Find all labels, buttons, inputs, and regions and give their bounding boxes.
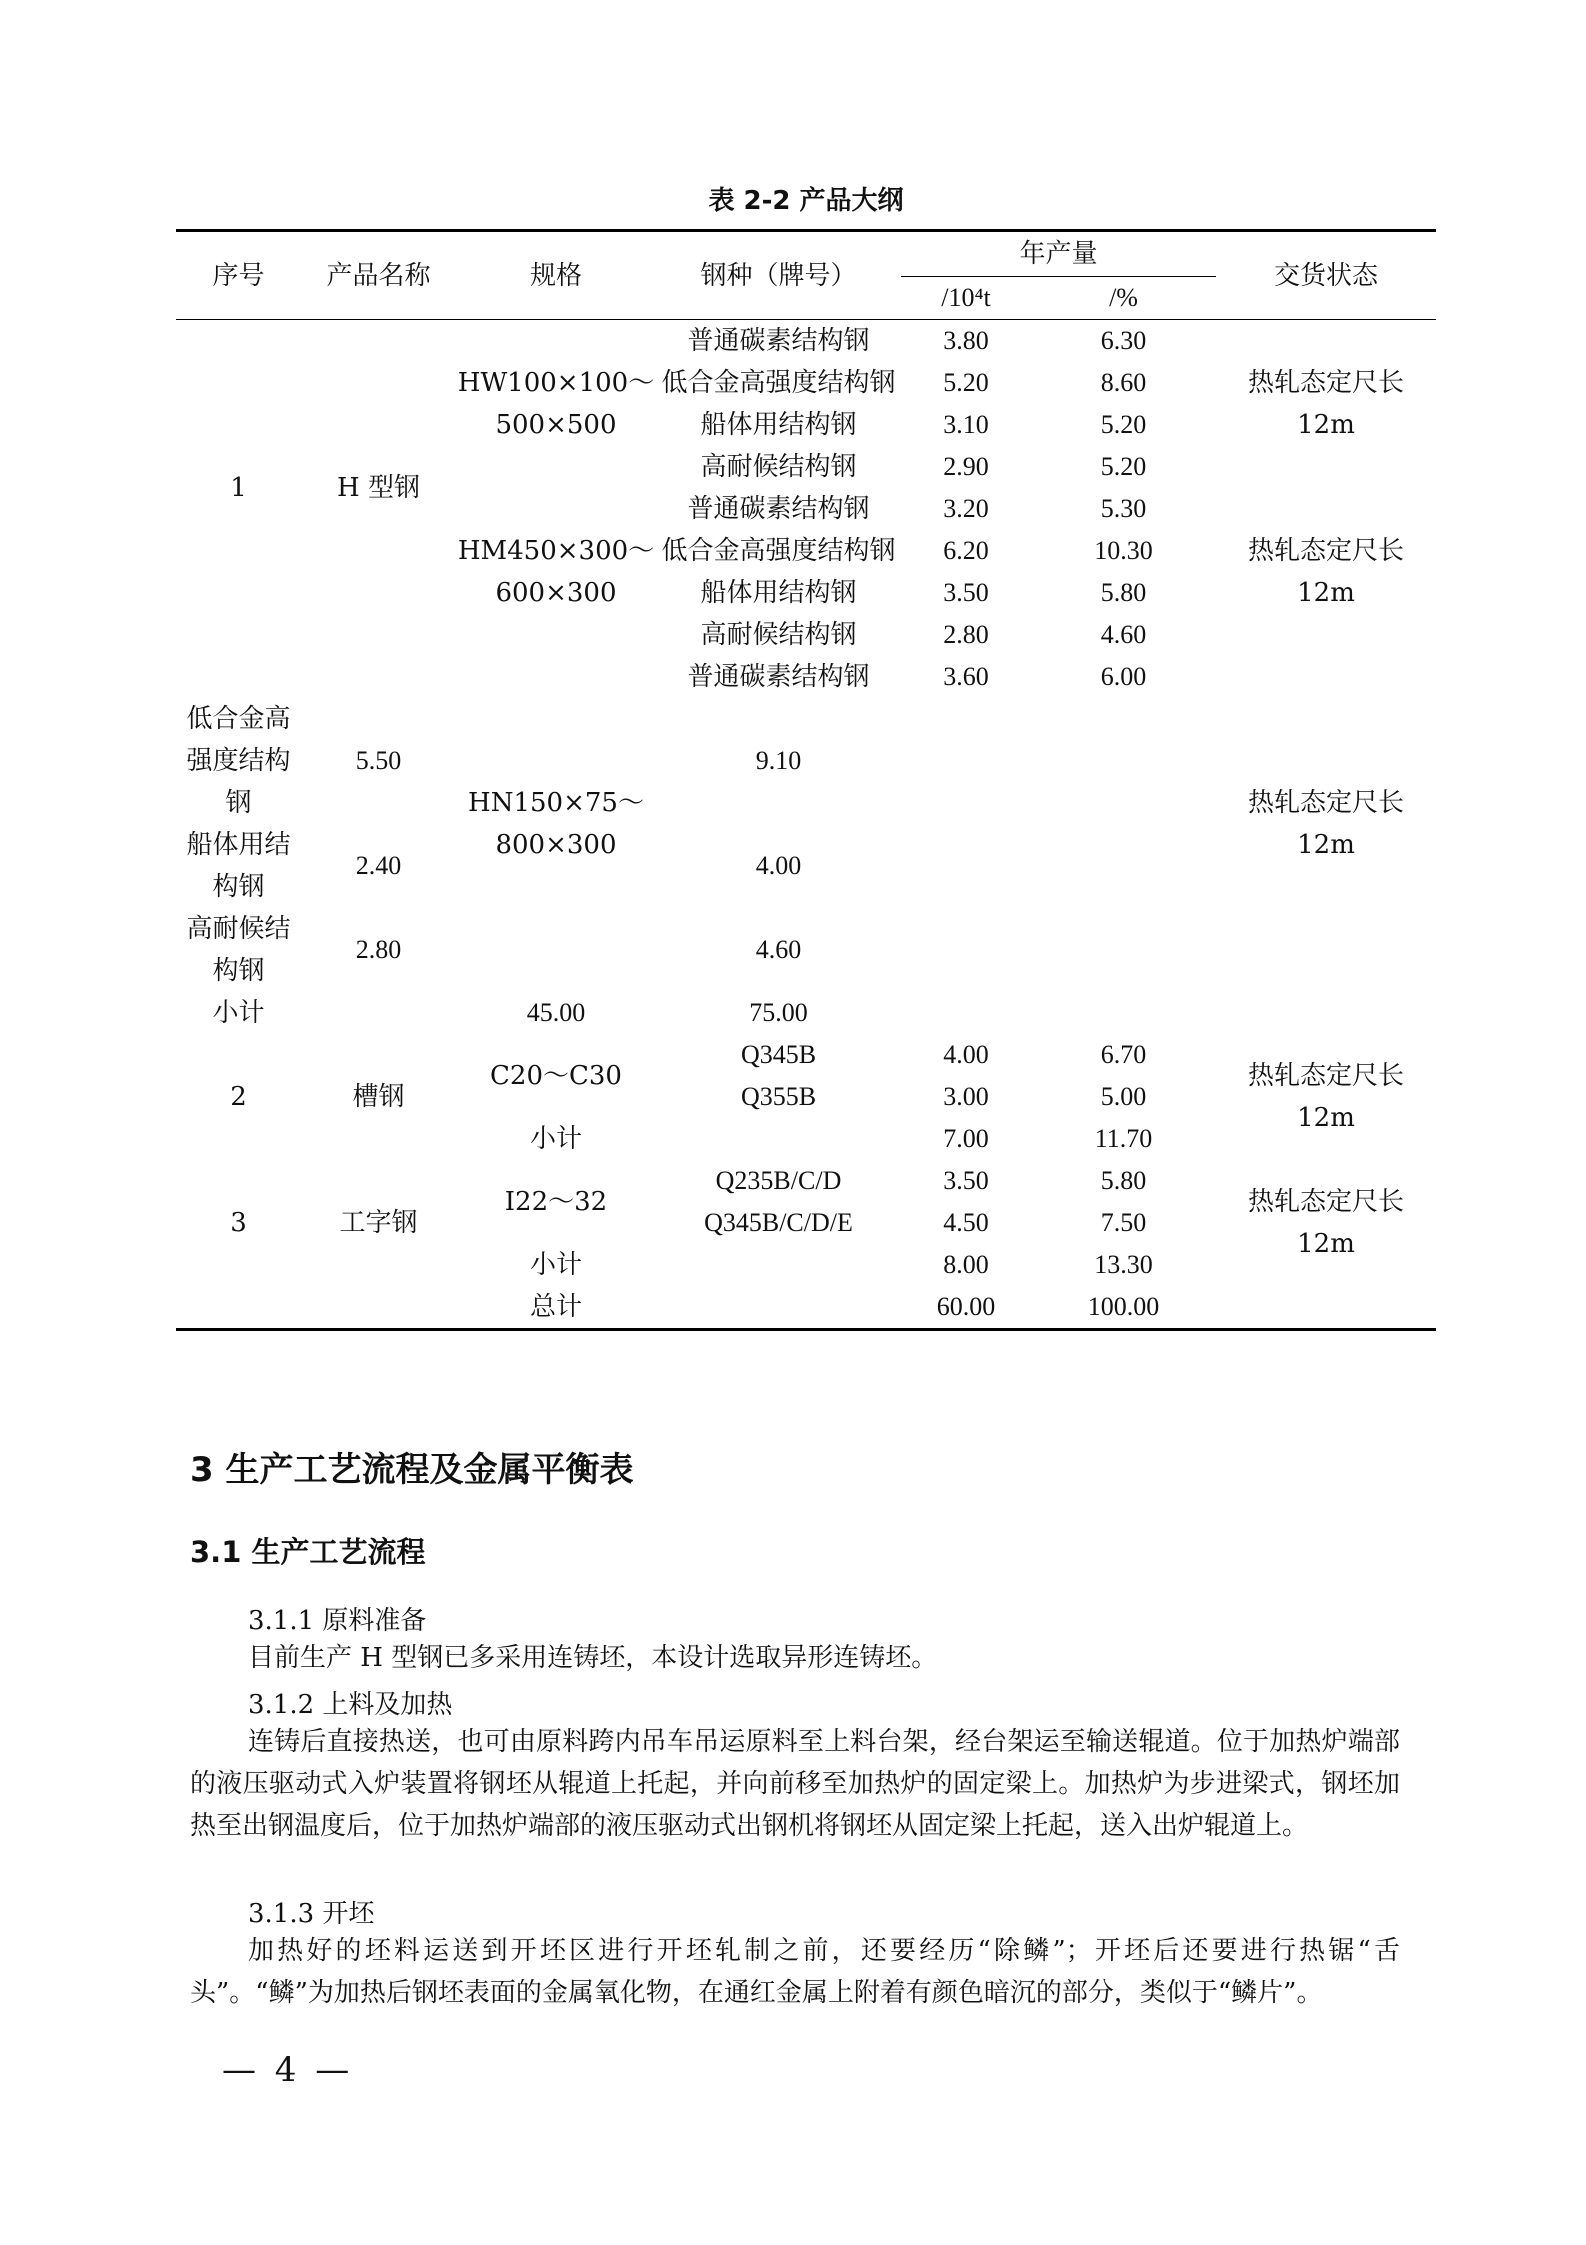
cell-output-t: 4.00 bbox=[943, 1040, 989, 1069]
cell-subtotal-label: 小计 bbox=[529, 1124, 582, 1154]
cell-grade: 高耐候结构钢 bbox=[700, 452, 857, 482]
cell-product-name: 工字钢 bbox=[339, 1208, 418, 1238]
cell-output-pct: 5.80 bbox=[1100, 578, 1147, 607]
product-outline-table bbox=[176, 229, 1436, 1331]
page-number: — 4 — bbox=[222, 2050, 354, 2090]
cell-output-pct: 5.30 bbox=[1100, 494, 1147, 523]
cell-delivery: 热轧态定尺长 12m bbox=[1248, 368, 1405, 440]
cell-output-pct: 8.60 bbox=[1100, 368, 1147, 397]
cell-output-t: 3.00 bbox=[943, 1082, 989, 1111]
cell-output-t: 3.60 bbox=[943, 662, 989, 691]
cell-spec: HM450×300～600×300 bbox=[457, 536, 655, 608]
cell-output-t: 5.50 bbox=[355, 746, 402, 775]
cell-delivery: 热轧态定尺长 12m bbox=[1248, 788, 1405, 860]
cell-grade: 普通碳素结构钢 bbox=[687, 326, 870, 356]
cell-delivery: 热轧态定尺长 12m bbox=[1248, 1187, 1405, 1259]
header-unit-t: /10⁴t bbox=[901, 277, 1031, 320]
header-output: 年产量 bbox=[901, 231, 1216, 277]
item-heading: 3.1.1 原料准备 bbox=[248, 1606, 427, 1636]
cell-output-t: 8.00 bbox=[943, 1250, 989, 1279]
cell-output-pct: 100.00 bbox=[1031, 1286, 1216, 1330]
total-row bbox=[176, 1286, 1436, 1330]
cell-output-t: 7.00 bbox=[943, 1124, 989, 1153]
cell-seq: 1 bbox=[230, 473, 247, 503]
cell-delivery: 热轧态定尺长 12m bbox=[1248, 536, 1405, 608]
cell-output-pct: 4.60 bbox=[755, 935, 802, 964]
header-delivery: 交货状态 bbox=[1216, 231, 1436, 320]
cell-seq: 3 bbox=[230, 1208, 247, 1238]
cell-output-pct: 4.00 bbox=[755, 851, 802, 880]
item-heading: 3.1.2 上料及加热 bbox=[248, 1690, 453, 1720]
header-grade: 钢种（牌号） bbox=[656, 231, 901, 320]
cell-subtotal-label: 小计 bbox=[529, 1250, 582, 1280]
header-seq: 序号 bbox=[176, 231, 301, 320]
cell-spec: HN150×75～800×300 bbox=[468, 788, 644, 860]
cell-output-pct: 5.00 bbox=[1100, 1082, 1147, 1111]
cell-product-name: H 型钢 bbox=[337, 473, 420, 503]
cell-output-t: 2.80 bbox=[355, 935, 402, 964]
cell-output-pct: 10.30 bbox=[1094, 536, 1153, 565]
cell-grade: Q235B/C/D bbox=[715, 1166, 842, 1195]
cell-output-t: 2.90 bbox=[943, 452, 989, 481]
section-heading: 3 生产工艺流程及金属平衡表 bbox=[190, 1450, 634, 1490]
table-caption: 表 2-2 产品大纲 bbox=[708, 186, 904, 216]
cell-output-pct: 75.00 bbox=[749, 998, 808, 1027]
item-heading: 3.1.3 开坯 bbox=[248, 1899, 375, 1929]
cell-output-pct: 6.30 bbox=[1100, 326, 1147, 355]
cell-output-t: 3.50 bbox=[943, 1166, 989, 1195]
cell-spec: I22～32 bbox=[504, 1187, 608, 1217]
cell-output-pct: 4.60 bbox=[1100, 620, 1147, 649]
cell-output-pct: 9.10 bbox=[755, 746, 802, 775]
header-spec: 规格 bbox=[456, 231, 656, 320]
cell-output-t: 6.20 bbox=[943, 536, 989, 565]
cell-spec: HW100×100～500×500 bbox=[457, 368, 655, 440]
cell-output-pct: 13.30 bbox=[1094, 1250, 1153, 1279]
cell-grade: Q355B bbox=[740, 1082, 817, 1111]
cell-output-pct: 11.70 bbox=[1094, 1124, 1153, 1153]
cell-grade: 低合金高强度结构钢 bbox=[186, 704, 291, 818]
cell-output-t: 3.50 bbox=[943, 578, 989, 607]
cell-subtotal-label: 小计 bbox=[212, 998, 265, 1028]
cell-output-t: 60.00 bbox=[901, 1286, 1031, 1330]
cell-product-name: 槽钢 bbox=[352, 1082, 405, 1112]
cell-output-pct: 6.00 bbox=[1100, 662, 1147, 691]
cell-output-pct: 6.70 bbox=[1100, 1040, 1147, 1069]
cell-grade: Q345B/C/D/E bbox=[704, 1208, 853, 1237]
cell-grade: 高耐候结构钢 bbox=[700, 620, 857, 650]
cell-total-label: 总计 bbox=[456, 1286, 656, 1330]
cell-grade: 低合金高强度结构钢 bbox=[661, 368, 896, 398]
cell-grade: 普通碳素结构钢 bbox=[687, 662, 870, 692]
paragraph: 目前生产 H 型钢已多采用连铸坯，本设计选取异形连铸坯。 bbox=[248, 1643, 938, 1673]
cell-output-t: 4.50 bbox=[943, 1208, 989, 1237]
cell-output-t: 3.20 bbox=[943, 494, 989, 523]
paragraph: 加热好的坯料运送到开坯区进行开坯轧制之前，还要经历“除鳞”；开坯后还要进行热锯“舌头”。“鳞”为加热后钢坯表面的金属氧化物，在通红金属上附着有颜色暗沉的部分，类似于“鳞片”。 bbox=[190, 1936, 1400, 2008]
cell-output-pct: 5.80 bbox=[1100, 1166, 1147, 1195]
header-unit-pct: /% bbox=[1031, 277, 1216, 320]
cell-output-pct: 5.20 bbox=[1100, 452, 1147, 481]
cell-grade: 船体用结构钢 bbox=[186, 830, 291, 902]
cell-delivery: 热轧态定尺长 12m bbox=[1248, 1061, 1405, 1133]
cell-output-t: 2.40 bbox=[355, 851, 402, 880]
cell-output-t: 5.20 bbox=[943, 368, 989, 397]
paragraph: 连铸后直接热送，也可由原料跨内吊车吊运原料至上料台架，经台架运至输送辊道。位于加热炉端部的液压驱动式入炉装置将钢坯从辊道上托起，并向前移至加热炉的固定梁上。加热炉为步进梁式，钢坯加热至出钢温度后，位于加热炉端部的液压驱动式出钢机将钢坯从固定梁上托起，送入出炉辊道上。 bbox=[190, 1727, 1400, 1841]
cell-grade: Q345B bbox=[740, 1040, 817, 1069]
cell-output-t: 45.00 bbox=[526, 998, 586, 1027]
cell-seq: 2 bbox=[230, 1082, 247, 1112]
cell-grade: 船体用结构钢 bbox=[700, 578, 857, 608]
cell-grade: 高耐候结构钢 bbox=[186, 914, 291, 986]
header-name: 产品名称 bbox=[301, 231, 456, 320]
cell-output-t: 3.80 bbox=[943, 326, 989, 355]
cell-grade: 低合金高强度结构钢 bbox=[661, 536, 896, 566]
subsection-heading: 3.1 生产工艺流程 bbox=[190, 1535, 426, 1569]
cell-output-pct: 7.50 bbox=[1100, 1208, 1147, 1237]
cell-grade: 普通碳素结构钢 bbox=[687, 494, 870, 524]
cell-output-pct: 5.20 bbox=[1100, 410, 1147, 439]
cell-spec: C20～C30 bbox=[490, 1061, 622, 1091]
subtotal-row bbox=[176, 992, 1436, 1034]
table-row bbox=[176, 1034, 1436, 1076]
cell-grade: 船体用结构钢 bbox=[700, 410, 857, 440]
table-row bbox=[176, 1160, 1436, 1202]
cell-output-t: 2.80 bbox=[943, 620, 989, 649]
cell-output-t: 3.10 bbox=[943, 410, 989, 439]
